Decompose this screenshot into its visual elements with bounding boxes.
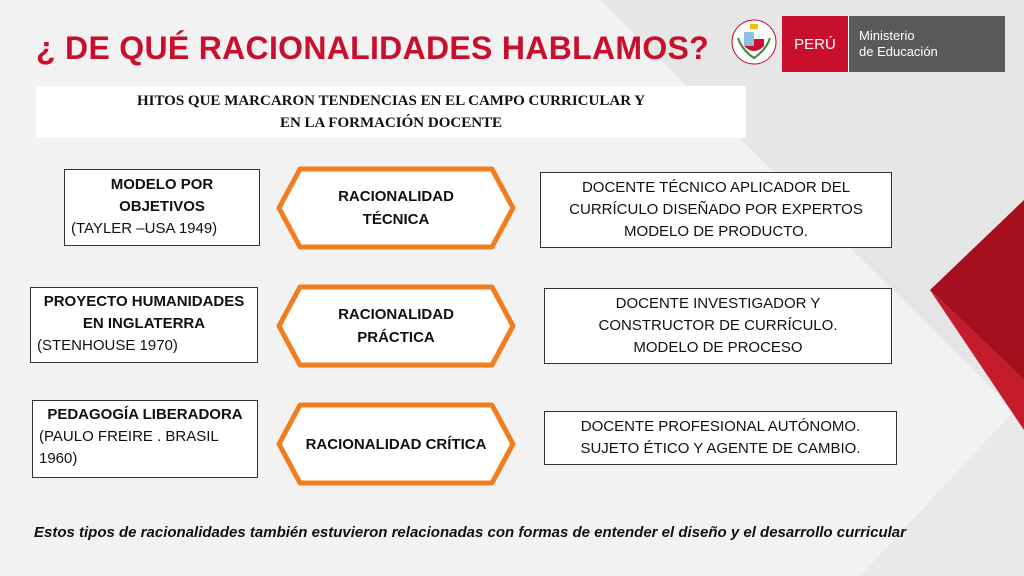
left-title-line-1: PEDAGOGÍA LIBERADORA: [47, 406, 243, 423]
left-title-line-1: MODELO POR: [110, 176, 214, 193]
right-box-row-1: [540, 172, 892, 248]
left-sub-line-1: (PAULO FREIRE . BRASIL: [39, 428, 219, 445]
footer-note: Estos tipos de racionalidades también estuvieron relacionadas con formas de entender el diseño y el desarrollo curricular: [34, 524, 906, 541]
right-line-3: MODELO DE PRODUCTO.: [624, 223, 808, 240]
rationality-label-row-1: [276, 166, 516, 250]
left-sub-line-1: (STENHOUSE 1970): [37, 337, 178, 354]
left-title-line-2: OBJETIVOS: [119, 198, 205, 215]
ministry-logo: [730, 16, 1005, 72]
peru-red-block: [782, 16, 848, 72]
right-line-2: CONSTRUCTOR DE CURRÍCULO.: [598, 317, 838, 334]
rationality-label-row-3: [276, 402, 516, 486]
center-line-2: PRÁCTICA: [357, 329, 435, 346]
peru-seal-icon: [730, 16, 778, 72]
ministry-gray-block: [848, 16, 1005, 72]
left-box-row-1: [64, 169, 260, 246]
left-title-line-1: PROYECTO HUMANIDADES: [43, 293, 245, 310]
subtitle-line-2: EN LA FORMACIÓN DOCENTE: [279, 115, 503, 131]
center-line-1: RACIONALIDAD: [338, 188, 454, 205]
ministry-line-2: de Educación: [859, 44, 938, 59]
left-box-row-3: [32, 400, 258, 478]
page-title: ¿ DE QUÉ RACIONALIDADES HABLAMOS?: [36, 30, 710, 66]
right-line-2: CURRÍCULO DISEÑADO POR EXPERTOS: [569, 201, 863, 218]
right-line-3: MODELO DE PROCESO: [633, 339, 803, 356]
ministry-line-1: Ministerio: [859, 28, 915, 43]
right-line-1: DOCENTE TÉCNICO APLICADOR DEL: [581, 179, 851, 196]
rationality-label-row-2: [276, 284, 516, 368]
right-line-1: DOCENTE PROFESIONAL AUTÓNOMO.: [580, 418, 861, 435]
right-line-1: DOCENTE INVESTIGADOR Y: [615, 295, 821, 312]
center-line-2: TÉCNICA: [362, 211, 430, 228]
center-line-1: RACIONALIDAD: [338, 306, 454, 323]
country-label: PERÚ: [794, 35, 836, 53]
right-box-row-2: [544, 288, 892, 364]
left-title-line-2: EN INGLATERRA: [82, 315, 206, 332]
left-box-row-2: [30, 287, 258, 363]
center-line-1: RACIONALIDAD CRÍTICA: [305, 435, 487, 453]
left-sub-line-1: (TAYLER –USA 1949): [71, 220, 218, 237]
right-line-2: SUJETO ÉTICO Y AGENTE DE CAMBIO.: [580, 440, 861, 457]
subtitle-box: [36, 86, 746, 138]
right-box-row-3: [544, 411, 897, 465]
subtitle-line-1: HITOS QUE MARCARON TENDENCIAS EN EL CAMPO CURRICULAR Y: [136, 93, 646, 109]
left-sub-line-2: 1960): [39, 450, 78, 467]
